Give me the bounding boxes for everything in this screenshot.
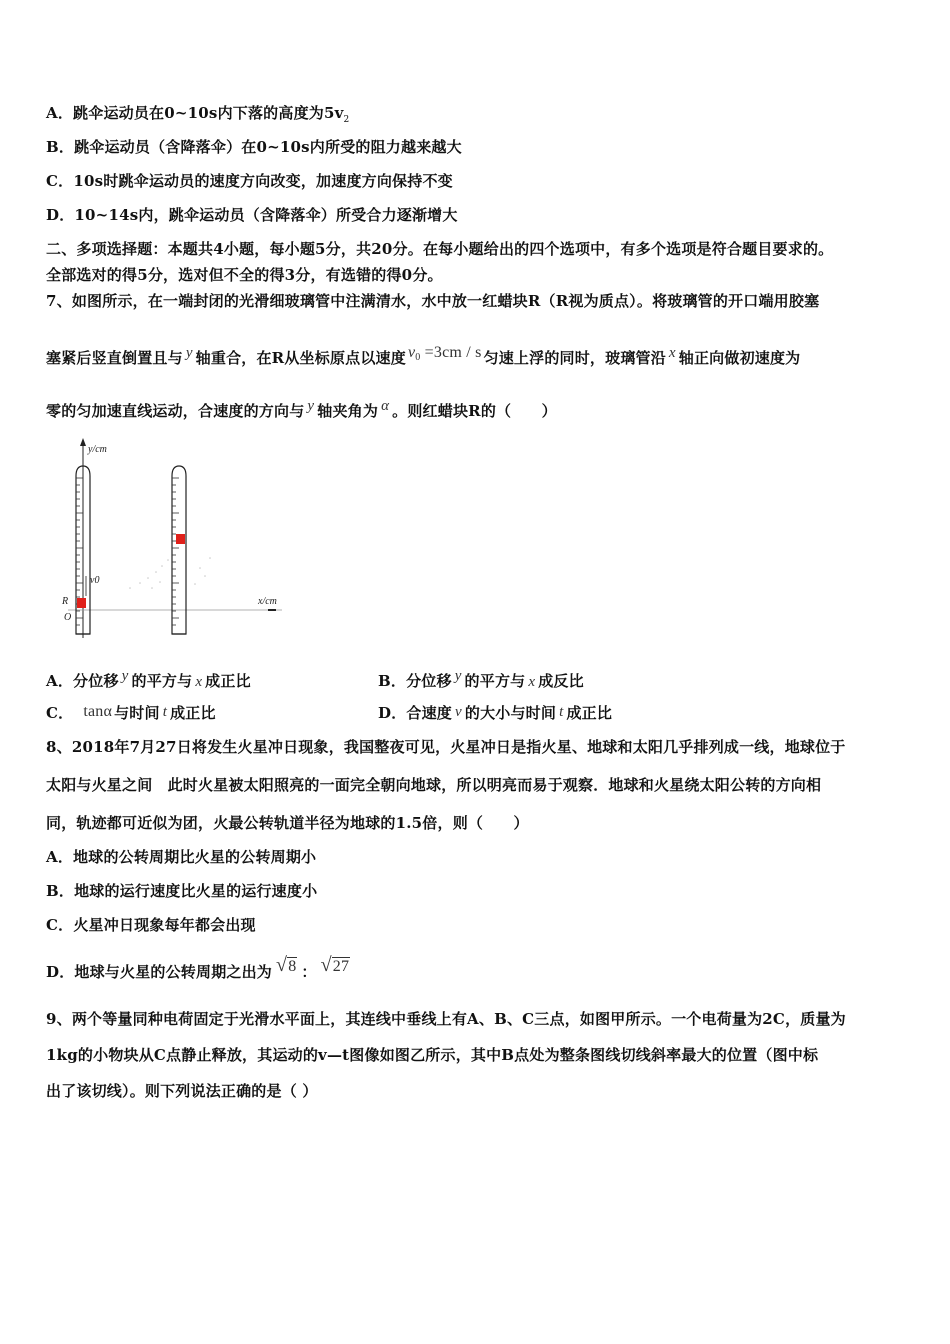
q6-option-c: C．10s时跳伞运动员的速度方向改变，加速度方向保持不变 — [46, 172, 453, 190]
q7-stem-line3: 零的匀加速直线运动，合速度的方向与 y 轴夹角为 α 。则红蜡块R的（ ） — [46, 398, 557, 420]
q8-stem-line1: 8、2018年7月27日将发生火星冲日现象，我国整夜可见，火星冲日是指火星、地球和太阳几乎排列成一线，地球位于 — [46, 738, 846, 756]
q7-option-d: D．合速度 v 的大小与时间 t 成正比 — [378, 704, 613, 722]
red-wax-block-moved — [176, 534, 185, 544]
q9-stem-line3: 出了该切线）。则下列说法正确的是（ ） — [46, 1082, 318, 1100]
section2-heading-line1: 二、多项选择题：本题共4小题，每小题5分，共20分。在每小题给出的四个选项中，有多个选项是符合题目要求的。 — [46, 240, 834, 258]
trajectory-dots — [129, 557, 211, 589]
q7-stem-line1: 7、如图所示，在一端封闭的光滑细玻璃管中注满清水，水中放一红蜡块R（R视为质点）。将玻璃管的开口端用胶塞 — [46, 292, 820, 310]
v0-label: v0 — [90, 575, 100, 586]
q7-option-b: B．分位移 y 的平方与 x 成反比 — [378, 668, 584, 690]
q9-stem-line1: 9、两个等量同种电荷固定于光滑水平面上，其连线中垂线上有A、B、C三点，如图甲所示。一个电荷量为2C，质量为 — [46, 1010, 846, 1028]
q6-option-a: A．跳伞运动员在0~10s内下落的高度为$5v_2$ — [46, 104, 350, 125]
q6-option-b: B．跳伞运动员（含降落伞）在0~10s内所受的阻力越来越大 — [46, 138, 462, 156]
q8-option-d: D．地球与火星的公转周期之出为 √8 ： √27 — [46, 954, 350, 981]
q9-stem-line2: 1kg的小物块从C点静止释放，其运动的v—t图像如图乙所示，其中B点处为整条图线切线斜率最大的位置（图中标 — [46, 1046, 819, 1064]
q7-stem-line2: 塞紧后竖直倒置且与 y 轴重合，在R从坐标原点以速度 $v_0 =3cm / s$ 匀速上浮的同时，玻璃管沿 x 轴正向做初速度为 — [46, 344, 801, 367]
y-axis-arrow — [80, 438, 86, 446]
q8-option-b: B．地球的运行速度比火星的运行速度小 — [46, 882, 318, 900]
y-axis-label: y/cm — [88, 444, 107, 455]
red-wax-block-origin — [77, 598, 86, 608]
q6-option-d: D．10~14s内，跳伞运动员（含降落伞）所受合力逐渐增大 — [46, 206, 458, 224]
q8-stem-line3: 同，轨迹都可近似为团，火最公转轨道半径为地球的1.5倍，则（ ） — [46, 814, 529, 832]
r-label: R — [62, 596, 69, 607]
q7-option-a: A．分位移 y 的平方与 x 成正比 — [46, 668, 251, 690]
q7-option-c: C． tanα 与时间 t 成正比 — [46, 703, 216, 722]
glass-tube-right — [172, 466, 186, 634]
q8-option-a: A．地球的公转周期比火星的公转周期小 — [46, 848, 317, 866]
q8-option-c: C．火星冲日现象每年都会出现 — [46, 916, 256, 934]
x-axis-label: x/cm — [258, 596, 277, 607]
origin-label: O — [64, 612, 72, 623]
q7-glass-tube-figure — [60, 438, 300, 648]
q8-stem-line2: 太阳与火星之间 此时火星被太阳照亮的一面完全朝向地球，所以明亮而易于观察．地球和火星绕太阳公转的方向相 — [46, 776, 822, 794]
section2-heading-line2: 全部选对的得5分，选对但不全的得3分，有选错的得0分。 — [46, 266, 443, 284]
